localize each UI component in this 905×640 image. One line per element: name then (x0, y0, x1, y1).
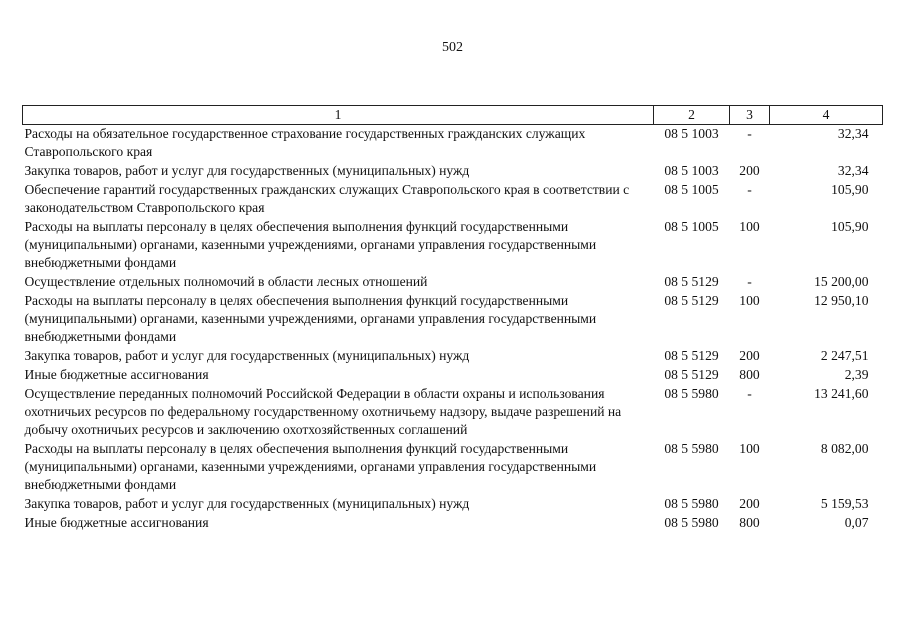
row-code-cell: 08 5 5980 (664, 496, 719, 511)
header-row (23, 106, 883, 125)
header-col-4: 4 (770, 106, 883, 125)
row-code-cell: 08 5 5980 (664, 515, 719, 530)
row-amount-cell: 8 082,00 (820, 441, 869, 456)
row-type-cell: - (747, 182, 752, 197)
row-code-cell: 08 5 5129 (664, 367, 719, 382)
table-row (23, 125, 883, 163)
table-row (23, 162, 883, 181)
table-row (23, 292, 883, 347)
table-row (23, 273, 883, 292)
row-code-cell: 08 5 5980 (664, 441, 719, 456)
row-type-cell: 100 (739, 293, 760, 308)
row-amount-cell: 13 241,60 (814, 386, 869, 401)
table-row (23, 440, 883, 495)
row-amount-cell: 2,39 (844, 367, 869, 382)
row-type-cell: 200 (739, 163, 760, 178)
row-amount-cell: 12 950,10 (814, 293, 869, 308)
header-col-2: 2 (654, 106, 730, 125)
row-code-cell: 08 5 5980 (664, 386, 719, 401)
row-name-cell: Расходы на выплаты персоналу в целях обеспечения выполнения функций государственными (муниципальными) органами, казенными учреждениями, органами управления государственными внебюджетными фондами (24, 441, 597, 492)
row-amount-cell: 15 200,00 (814, 274, 869, 289)
row-type-cell: 800 (739, 367, 760, 382)
row-type-cell: 200 (739, 348, 760, 363)
row-name-cell: Обеспечение гарантий государственных гражданских служащих Ставропольского края в соответствии с законодательством Ставропольского края (24, 182, 630, 215)
table-body (23, 125, 883, 534)
row-name-cell: Иные бюджетные ассигнования (24, 367, 209, 382)
row-type-cell: 100 (739, 219, 760, 234)
row-type-cell: 200 (739, 496, 760, 511)
row-code-cell: 08 5 1003 (664, 126, 719, 141)
row-name-cell: Расходы на обязательное государственное страхование государственных гражданских служащих Ставропольского края (24, 126, 586, 159)
row-name-cell: Иные бюджетные ассигнования (24, 515, 209, 530)
row-code-cell: 08 5 5129 (664, 348, 719, 363)
header-col-3: 3 (730, 106, 770, 125)
row-amount-cell: 105,90 (831, 219, 869, 234)
table-row (23, 495, 883, 514)
budget-table (22, 105, 883, 533)
header-col-1: 1 (23, 106, 654, 125)
row-type-cell: - (747, 126, 752, 141)
table-row (23, 218, 883, 273)
row-amount-cell: 2 247,51 (820, 348, 869, 363)
row-name-cell: Закупка товаров, работ и услуг для государственных (муниципальных) нужд (24, 348, 470, 363)
row-amount-cell: 0,07 (844, 515, 869, 530)
row-type-cell: - (747, 274, 752, 289)
row-amount-cell: 105,90 (831, 182, 869, 197)
row-name-cell: Расходы на выплаты персоналу в целях обеспечения выполнения функций государственными (муниципальными) органами, казенными учреждениями, органами управления государственными внебюджетными фондами (24, 219, 597, 270)
row-code-cell: 08 5 1003 (664, 163, 719, 178)
row-amount-cell: 32,34 (837, 126, 869, 141)
row-type-cell: 100 (739, 441, 760, 456)
table-row (23, 385, 883, 440)
row-code-cell: 08 5 5129 (664, 274, 719, 289)
table-row (23, 514, 883, 533)
row-type-cell: 800 (739, 515, 760, 530)
table-row (23, 181, 883, 218)
row-name-cell: Расходы на выплаты персоналу в целях обеспечения выполнения функций государственными (муниципальными) органами, казенными учреждениями, органами управления государственными внебюджетными фондами (24, 293, 597, 344)
table-row (23, 347, 883, 366)
row-name-cell: Осуществление переданных полномочий Российской Федерации в области охраны и использования охотничьих ресурсов по федеральному государственному охотничьему надзору, выдаче разрешений на добычу охотничьих ресурсов и заключению охотхозяйственных соглашений (24, 386, 622, 437)
row-amount-cell: 5 159,53 (820, 496, 869, 511)
table-header (23, 106, 883, 125)
row-name-cell: Закупка товаров, работ и услуг для государственных (муниципальных) нужд (24, 163, 470, 178)
row-code-cell: 08 5 1005 (664, 182, 719, 197)
row-name-cell: Осуществление отдельных полномочий в области лесных отношений (24, 274, 428, 289)
row-code-cell: 08 5 1005 (664, 219, 719, 234)
row-type-cell: - (747, 386, 752, 401)
page-number: 502 (442, 40, 463, 55)
row-name-cell: Закупка товаров, работ и услуг для государственных (муниципальных) нужд (24, 496, 470, 511)
row-amount-cell: 32,34 (837, 163, 869, 178)
table-row (23, 366, 883, 385)
row-code-cell: 08 5 5129 (664, 293, 719, 308)
